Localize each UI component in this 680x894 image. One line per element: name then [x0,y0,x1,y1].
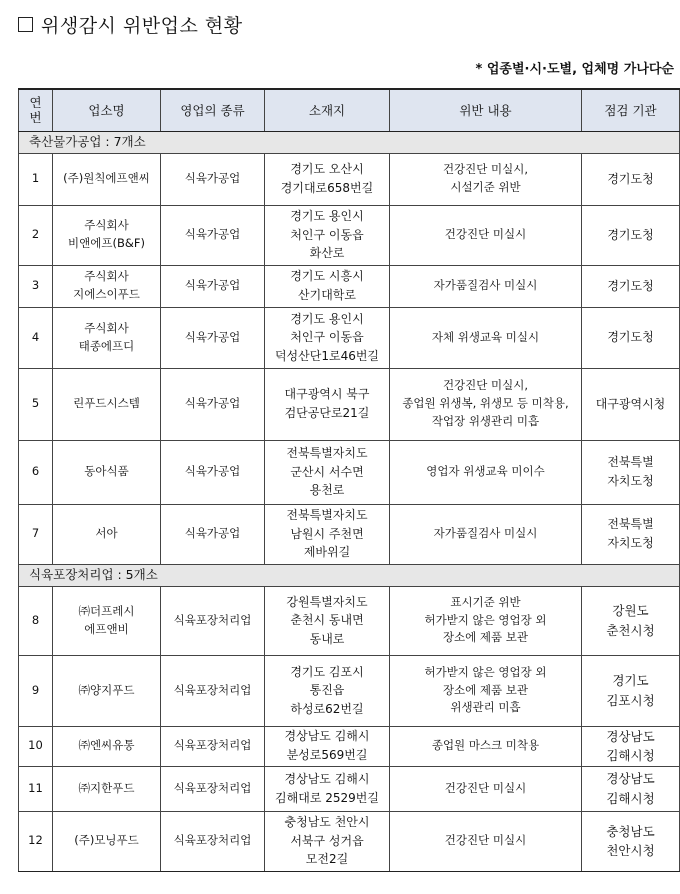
table-row [19,655,680,726]
header-inspector: 점검 기관 [582,89,680,131]
cell-location-line: 경기도 오산시 [290,162,364,177]
cell-location-line: 강원특별자치도 [286,594,368,609]
cell-violation-line: 장소에 제품 보관 [442,682,529,697]
cell-business-name [53,205,161,265]
cell-violation [390,368,582,440]
cell-business-type: 식육포장처리업 [161,586,265,655]
cell-location-line: 통진읍 [309,683,345,698]
table-row [19,586,680,655]
cell-no: 11 [19,766,53,811]
cell-inspector [582,153,680,205]
cell-inspector [582,655,680,726]
cell-business-name [53,811,161,871]
cell-inspector-line: 김포시청 [606,692,655,708]
cell-inspector-line: 경기도청 [607,227,654,242]
cell-location-line: 군산시 서수면 [290,464,364,479]
table-row [19,205,680,265]
cell-location-line: 하성로62번길 [290,701,364,716]
cell-location [265,265,390,307]
cell-location [265,811,390,871]
header-no: 연 번 [19,89,53,131]
cell-location-line: 김해대로 2529번길 [275,790,379,805]
cell-violation-line: 건강진단 미실시, [442,378,529,393]
cell-violation [390,655,582,726]
cell-business-name-line: ㈜지한푸드 [78,780,135,795]
cell-business-type: 식육포장처리업 [161,655,265,726]
cell-violation-line: 건강진단 미실시 [444,227,527,242]
cell-location-line: 서북구 성거읍 [290,833,364,848]
cell-inspector [582,811,680,871]
cell-business-type: 식육가공업 [161,504,265,564]
cell-location-line: 전북특별자치도 [286,508,368,523]
cell-no: 4 [19,307,53,368]
cell-inspector-line: 대구광역시청 [595,396,666,411]
cell-violation-line: 종업원 위생복, 위생모 등 미착용, [402,396,569,411]
cell-business-name-line: ㈜엔씨유통 [78,738,135,753]
table-row [19,726,680,766]
cell-location [265,655,390,726]
header-name: 업소명 [53,89,161,131]
section-label: 식육포장처리업 : 5개소 [19,564,680,586]
cell-inspector-line: 경기도청 [607,278,654,293]
cell-inspector-line: 전북특별 [607,517,654,532]
cell-business-name-line: 에프앤비 [84,621,129,636]
cell-business-name-line: 주식회사 [84,269,129,284]
cell-location [265,766,390,811]
cell-business-name [53,265,161,307]
cell-no: 10 [19,726,53,766]
cell-no: 5 [19,368,53,440]
cell-location-line: 경기도 용인시 [290,311,364,326]
cell-location-line: 충청남도 천안시 [284,815,370,830]
cell-business-type: 식육포장처리업 [161,811,265,871]
cell-business-name-line: ㈜더프레시 [78,603,135,618]
cell-business-name-line: 태종에프디 [78,338,135,353]
cell-business-name [53,307,161,368]
table-row [19,368,680,440]
cell-no: 6 [19,440,53,504]
header-type: 영업의 종류 [161,89,265,131]
cell-business-name-line: 서아 [95,526,118,541]
cell-inspector-line: 천안시청 [606,843,655,858]
table-row [19,153,680,205]
cell-violation-line: 허가받지 않은 영업장 외 [424,664,547,679]
cell-inspector [582,440,680,504]
cell-no: 7 [19,504,53,564]
cell-violation-line: 허가받지 않은 영업장 외 [424,612,547,627]
cell-business-type: 식육가공업 [161,368,265,440]
cell-business-name [53,586,161,655]
cell-location-line: 경상남도 김해시 [284,771,370,786]
cell-no: 9 [19,655,53,726]
cell-inspector [582,265,680,307]
violation-table [18,88,680,872]
cell-violation-line: 건강진단 미실시 [444,833,527,848]
cell-inspector-line: 김해시청 [606,748,655,763]
cell-inspector-line: 경기도 [612,673,649,689]
cell-location-line: 경기도 시흥시 [290,269,364,284]
cell-violation [390,811,582,871]
cell-violation [390,726,582,766]
cell-location-line: 동내로 [309,631,345,646]
cell-business-name-line: 지에스이푸드 [73,287,140,301]
cell-business-name-line: 비앤에프(B&F) [68,236,145,250]
cell-inspector-line: 충청남도 [606,823,655,839]
cell-business-type: 식육가공업 [161,205,265,265]
table-row [19,504,680,564]
cell-location-line: 경기대로658번길 [280,181,374,195]
table-row [19,307,680,368]
cell-location-line: 용천로 [309,483,345,498]
header-location: 소재지 [265,89,390,131]
cell-business-name [53,766,161,811]
cell-business-name [53,504,161,564]
cell-location-line: 춘천시 동내면 [290,613,364,628]
cell-location-line: 전북특별자치도 [286,446,368,461]
cell-business-type: 식육가공업 [161,440,265,504]
cell-business-type: 식육가공업 [161,265,265,307]
cell-location-line: 처인구 이동읍 [290,227,364,242]
cell-business-name [53,726,161,766]
cell-location [265,440,390,504]
cell-violation [390,440,582,504]
cell-no: 8 [19,586,53,655]
cell-violation-line: 자가품질검사 미실시 [433,278,538,293]
cell-violation-line: 건강진단 미실시, [442,162,529,177]
cell-location [265,726,390,766]
cell-violation-line: 종업원 마스크 미착용 [431,738,540,753]
cell-inspector-line: 자치도청 [607,474,654,488]
cell-inspector-line: 경상남도 [606,771,655,787]
cell-business-name [53,655,161,726]
table-header-row [19,89,680,131]
cell-violation-line: 시설기준 위반 [450,180,521,194]
cell-inspector [582,586,680,655]
cell-business-name-line: 주식회사 [84,218,129,233]
table-row [19,811,680,871]
cell-no: 12 [19,811,53,871]
cell-location-line: 처인구 이동읍 [290,330,364,345]
document-title [18,10,243,38]
cell-location [265,205,390,265]
cell-business-name-line: 주식회사 [84,320,129,335]
cell-violation [390,265,582,307]
cell-location-line: 경상남도 김해시 [284,729,370,744]
cell-location-line: 경기도 용인시 [290,209,364,224]
cell-location-line: 모전2길 [305,852,349,867]
cell-violation-line: 건강진단 미실시 [444,780,527,795]
cell-violation-line: 위생관리 미흡 [450,700,521,715]
cell-location-line: 화산로 [309,246,345,261]
cell-inspector-line: 경기도청 [607,171,654,186]
cell-violation [390,307,582,368]
checkbox-square-icon [18,17,33,32]
cell-inspector [582,726,680,766]
cell-violation [390,504,582,564]
cell-business-type: 식육포장처리업 [161,726,265,766]
table-row [19,265,680,307]
cell-inspector-line: 경상남도 [606,728,655,744]
section-row [19,564,680,586]
cell-violation [390,766,582,811]
cell-inspector [582,307,680,368]
cell-business-type: 식육포장처리업 [161,766,265,811]
section-label: 축산물가공업 : 7개소 [19,131,680,153]
cell-business-name-line: 동아식품 [84,464,129,479]
table-row [19,440,680,504]
cell-violation-line: 장소에 제품 보관 [442,630,529,645]
cell-location-line: 덕성산단1로46번길 [274,348,380,363]
table-row [19,766,680,811]
cell-violation-line: 작업장 위생관리 미흡 [431,413,540,428]
cell-violation [390,586,582,655]
cell-inspector [582,504,680,564]
cell-business-name [53,440,161,504]
table-body [19,131,680,871]
cell-business-type: 식육가공업 [161,307,265,368]
cell-no: 3 [19,265,53,307]
cell-location [265,504,390,564]
cell-inspector-line: 경기도청 [607,330,654,345]
cell-business-type: 식육가공업 [161,153,265,205]
cell-location [265,368,390,440]
cell-location-line: 검단공단로21길 [284,406,370,420]
cell-location-line: 대구광역시 북구 [284,387,370,402]
cell-business-name-line: (주)원칙에프앤씨 [63,171,150,186]
cell-location [265,307,390,368]
cell-business-name-line: ㈜양지푸드 [78,682,135,697]
cell-business-name-line: 린푸드시스템 [73,396,140,411]
cell-no: 2 [19,205,53,265]
cell-violation-line: 자체 위생교육 미실시 [431,329,540,344]
cell-location-line: 남원시 주천면 [290,526,364,541]
cell-location-line: 분성로569번길 [286,748,368,762]
title-text: 위생감시 위반업소 현황 [41,14,243,37]
header-violation: 위반 내용 [390,89,582,131]
cell-violation-line: 자가품질검사 미실시 [433,526,538,541]
cell-location [265,586,390,655]
cell-violation [390,153,582,205]
cell-location-line: 제바위길 [303,545,351,560]
section-row [19,131,680,153]
cell-inspector-line: 강원도 [612,603,649,619]
cell-inspector-line: 전북특별 [607,455,654,470]
cell-inspector-line: 김해시청 [606,790,655,806]
cell-inspector [582,205,680,265]
cell-location-line: 경기도 김포시 [290,664,364,679]
cell-no: 1 [19,153,53,205]
cell-inspector-line: 자치도청 [607,536,654,550]
cell-inspector [582,766,680,811]
cell-violation-line: 표시기준 위반 [450,594,521,609]
cell-business-name [53,153,161,205]
sort-note: * 업종별·시·도별, 업체명 가나다순 [475,62,674,77]
cell-business-name [53,368,161,440]
cell-business-name-line: (주)모닝푸드 [74,833,139,848]
cell-inspector [582,368,680,440]
cell-inspector-line: 춘천시청 [606,622,655,638]
cell-location-line: 산기대학로 [298,288,356,302]
cell-violation-line: 영업자 위생교육 미이수 [426,464,545,479]
cell-location [265,153,390,205]
cell-violation [390,205,582,265]
